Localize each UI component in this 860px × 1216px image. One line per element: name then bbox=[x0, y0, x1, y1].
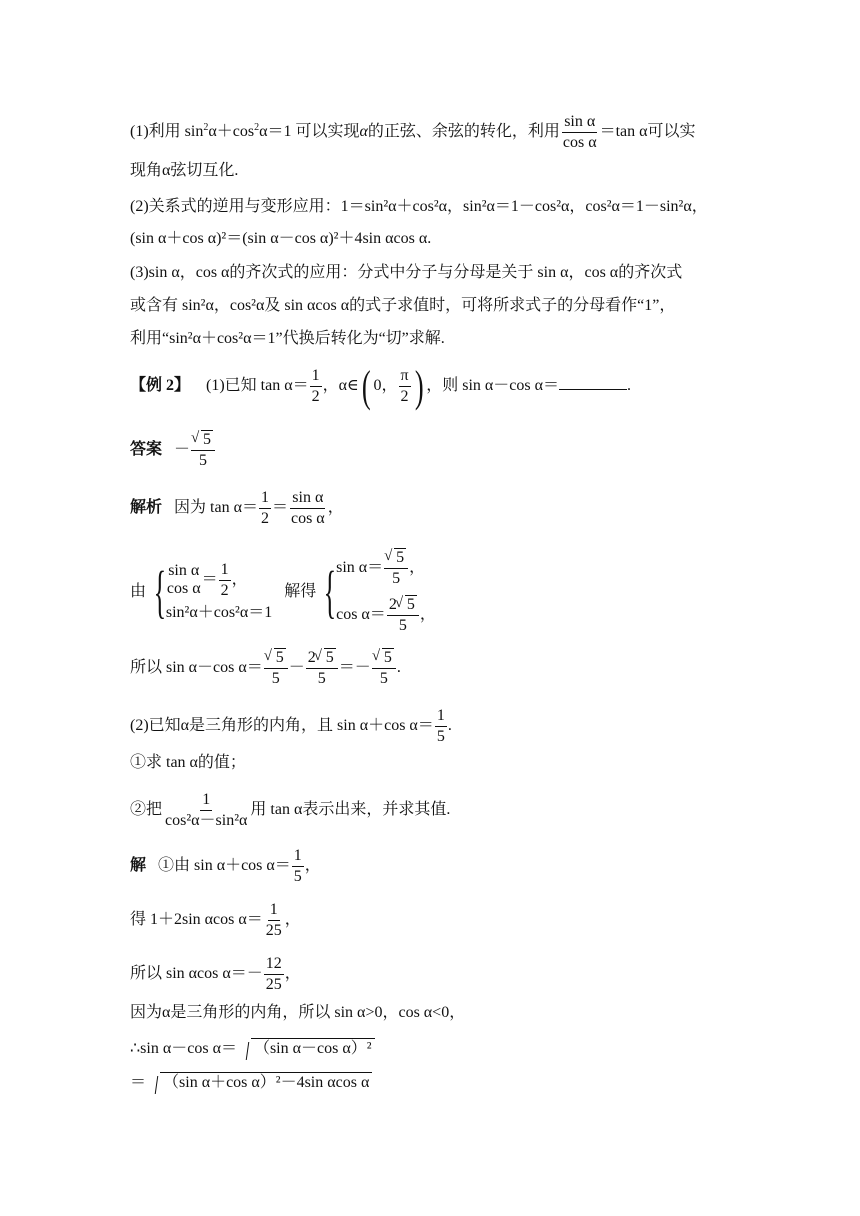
analysis-line-1: 解析 因为 tan α＝ $\frac{1}{2}$ ＝ $\frac{\text{sin α}}{\text{cos α}}$ ， bbox=[130, 489, 344, 527]
solution-line-6: ＝ （sin α＋cos α）²－4sin αcos α bbox=[130, 1072, 372, 1094]
solution-line-2: 得 1＋2sin αcos α＝ $\frac{1}{25}$ ， bbox=[130, 901, 301, 939]
fraction-sin-over-cos: $\frac{\text{sin α}}{\text{cos α}}$ bbox=[562, 113, 597, 151]
para-3-line-2: 或含有 sin²α，cos²α及 sin αcos α的式子求值时，可将所求式子的分母看作“1”， bbox=[130, 297, 676, 314]
para-2-line-1: (2)关系式的逆用与变形应用：1＝sin²α＋cos²α，sin²α＝1－cos²α，cos²α＝1－sin²α， bbox=[130, 198, 708, 215]
solution-line-3: 所以 sin αcos α＝－ $\frac{12}{25}$ ， bbox=[130, 955, 301, 993]
question-2: (2)已知α是三角形的内角，且 sin α＋cos α＝ $\frac{1}{5}$ . bbox=[130, 707, 452, 745]
answer-line: 答案 － √ $\frac{5}{5}$ bbox=[130, 430, 216, 471]
solution-line-5: ∴sin α－cos α＝ （sin α－cos α）² bbox=[130, 1038, 375, 1060]
para-2-line-2: (sin α＋cos α)²＝(sin α－cos α)²＋4sin αcos α. bbox=[130, 230, 432, 247]
para-3-line-1: (3)sin α，cos α的齐次式的应用：分式中分子与分母是关于 sin α，cos α的齐次式 bbox=[130, 264, 683, 281]
solution-label: 解 bbox=[130, 857, 147, 875]
analysis-label: 解析 bbox=[130, 499, 163, 517]
question-2-sub-1: ①求 tan α的值； bbox=[130, 754, 246, 771]
para-1-line-1: (1)利用 $\sin^2\alpha+\cos^2\alpha=1$ 可以实现α的正弦、余弦的转化，利用 $\frac{\text{sin α}}{\text{cos α}}$ ＝tan α可以实 bbox=[130, 113, 696, 151]
analysis-system: 由 { sin α cos α ＝ $\frac{1}{2}$ ， sin²α＋cos²α＝1 解得 { sin α＝ √ $\frac{5}{5}$ ， cos α＝ $\frac{2√ 5}{5}$ ， bbox=[130, 548, 436, 636]
para-3-line-3: 利用“sin²α＋cos²α＝1”代换后转化为“切”求解. bbox=[130, 330, 445, 347]
analysis-conclusion: 所以 sin α－cos α＝ √ $\frac{5}{5}$ － $\frac{2√ 5}{5}$ ＝－ √ $\frac{5}{5}$ . bbox=[130, 648, 401, 689]
solution-line-1: 解 ①由 sin α＋cos α＝ $\frac{1}{5}$ ， bbox=[130, 847, 321, 885]
example-2-question: 【例 2】 (1)已知 tan α＝ $\frac{1}{2}$ ，α∈( 0， $\frac{\pi}{2}$ ) ，则 sin α－cos α＝ . bbox=[130, 361, 632, 411]
answer-label: 答案 bbox=[130, 441, 163, 459]
solution-line-4: 因为α是三角形的内角，所以 sin α>0，cos α<0， bbox=[130, 1004, 466, 1021]
answer-blank bbox=[559, 375, 627, 390]
question-2-sub-2: ②把 $\frac{1}{\text{cos²α－sin²α}}$ 用 tan α表示出来，并求其值. bbox=[130, 791, 451, 829]
para-1-line-2: 现角α弦切互化. bbox=[130, 162, 239, 179]
example-tag: 【例 2】 bbox=[130, 377, 191, 395]
